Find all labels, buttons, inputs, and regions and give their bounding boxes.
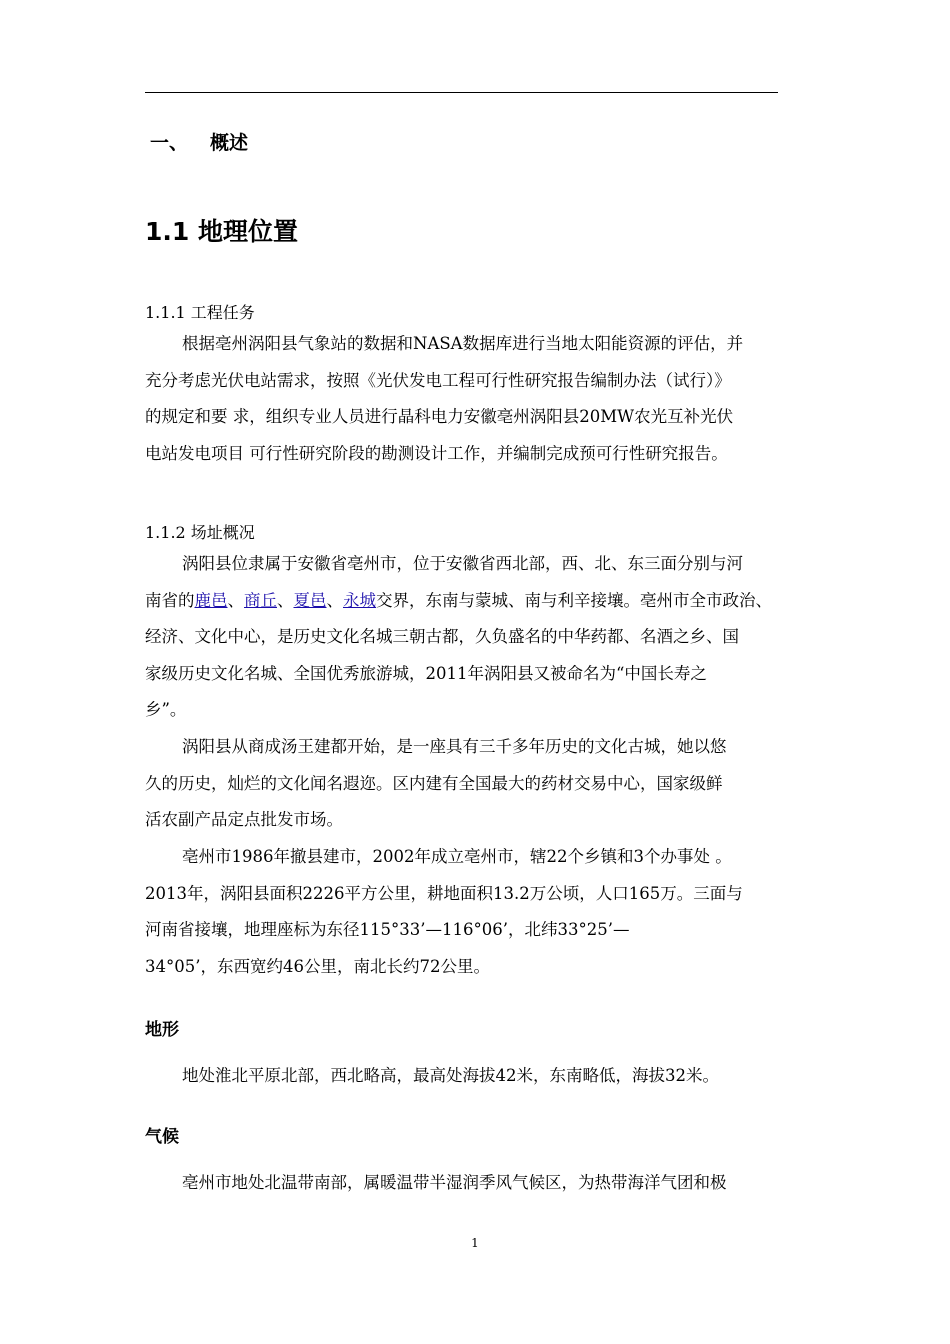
text-line: 涡阳县从商成汤王建都开始，是一座具有三千多年历史的文化古城，她以悠 [182,737,727,756]
separator: 、 [227,590,244,610]
text-line: 充分考虑光伏电站需求，按照《光伏发电工程可行性研究报告编制办法（试行）》 [145,370,731,390]
text-line: 久的历史，灿烂的文化闻名遐迩。区内建有全国最大的药材交易中心，国家级鲜 [145,773,723,793]
link-luyi[interactable]: 鹿邑 [194,590,228,610]
text-line: 地处淮北平原北部，西北略高，最高处海拔42米，东南略低，海拔32米。 [182,1066,719,1085]
link-yongcheng[interactable]: 永城 [343,590,376,610]
paragraph-site-3 [145,839,817,985]
header-rule [145,92,778,93]
text-line: 家级历史文化名城、全国优秀旅游城，2011年涡阳县又被命名为“中国长寿之 [145,663,707,683]
chapter-heading [150,128,248,155]
paragraph-climate [145,1165,817,1202]
chapter-title: 概述 [210,132,249,154]
paragraph-site-2 [145,729,817,839]
text-line: 电站发电项目 可行性研究阶段的勘测设计工作，并编制完成预可行性研究报告。 [145,443,728,463]
text-fragment: 南省的 [145,590,195,610]
section-title: 1.1 地理位置 [145,217,298,246]
subsection-title-2: 1.1.2 场址概况 [145,523,255,542]
heading-terrain: 地形 [145,1020,179,1040]
text-line: 涡阳县位隶属于安徽省亳州市，位于安徽省西北部，西、北、东三面分别与河 [182,554,743,573]
text-line: 河南省接壤，地理座标为东径115°33’—116°06’，北纬33°25’— [145,920,630,939]
text-line: 34°05’，东西宽约46公里，南北长约72公里。 [145,956,490,976]
separator: 、 [326,590,343,610]
heading-climate: 气候 [145,1127,179,1147]
paragraph-terrain [145,1058,817,1095]
text-line: 2013年，涡阳县面积2226平方公里，耕地面积13.2万公顷，人口165万。三面与 [145,883,743,903]
link-shangqiu[interactable]: 商丘 [244,590,277,610]
separator: 、 [277,590,294,610]
text-line: 根据亳州涡阳县气象站的数据和NASA数据库进行当地太阳能资源的评估，并 [182,334,744,353]
paragraph-site-1 [145,546,817,729]
chapter-number: 一、 [150,132,189,154]
subsection-title-1: 1.1.1 工程任务 [145,303,255,322]
text-line: 的规定和要 求，组织专业人员进行晶科电力安徽亳州涡阳县20MW农光互补光伏 [145,407,734,426]
link-xiayi[interactable]: 夏邑 [293,590,327,610]
page-number: 1 [471,1236,479,1250]
text-line-with-links [145,583,817,620]
text-fragment: 交界，东南与蒙城、南与利辛接壤。亳州市全市政治、 [376,590,772,610]
text-line: 亳州市地处北温带南部，属暖温带半湿润季风气候区，为热带海洋气团和极 [182,1173,727,1192]
text-line: 亳州市1986年撤县建市，2002年成立亳州市，辖22个乡镇和3个办事处 。 [182,847,732,866]
text-line: 经济、文化中心，是历史文化名城三朝古都，久负盛名的中华药都、名酒之乡、国 [145,627,739,646]
paragraph-task [145,326,817,472]
text-line: 乡”。 [145,700,187,719]
text-line: 活农副产品定点批发市场。 [145,810,343,829]
